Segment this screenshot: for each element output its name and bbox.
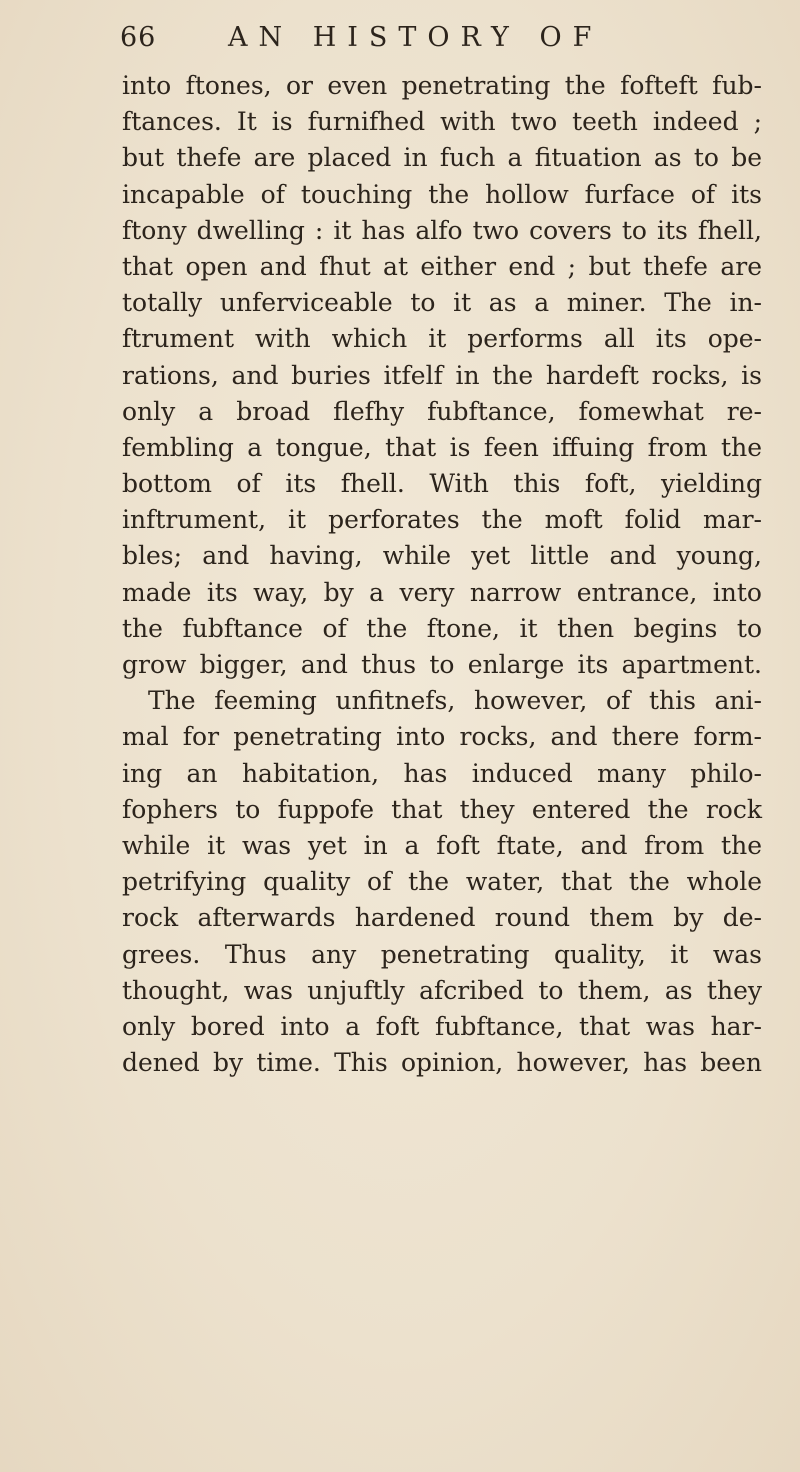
page-number: 66 [120, 22, 157, 53]
text-line: petrifying quality of the water, that the whole [122, 867, 762, 897]
text-line: the fubftance of the ftone, it then begins to [122, 613, 762, 643]
text-line: bles; and having, while yet little and young, [122, 541, 762, 571]
paragraph-start-line: The feeming unfitnefs, however, of this ani- [148, 686, 762, 716]
text-line: totally unferviceable to it as a miner. The in- [122, 288, 762, 318]
text-line: ing an habitation, has induced many philo- [122, 758, 762, 788]
text-line: but thefe are placed in fuch a fituation as to be [122, 143, 762, 173]
text-line: ftrument with which it performs all its ope- [122, 324, 762, 354]
text-line: while it was yet in a foft ftate, and from the [122, 830, 762, 860]
text-line: grees. Thus any penetrating quality, it was [122, 939, 762, 969]
text-line: only a broad flefhy fubftance, fomewhat re- [122, 396, 762, 426]
text-line: incapable of touching the hollow furface of its [122, 179, 762, 209]
body-text [122, 68, 762, 1081]
text-line: grow bigger, and thus to enlarge its apartment. [122, 650, 762, 679]
page-header [120, 18, 760, 68]
text-line: fembling a tongue, that is feen iffuing from the [122, 432, 762, 462]
text-line: into ftones, or even penetrating the fofteft fub- [122, 71, 762, 100]
text-line: ftances. It is furnifhed with two teeth indeed ; [122, 107, 762, 137]
running-head: AN HISTORY OF [228, 22, 603, 53]
text-line: that open and fhut at either end ; but thefe are [122, 251, 762, 281]
text-line: rock afterwards hardened round them by de- [122, 903, 762, 933]
text-line: ftony dwelling : it has alfo two covers to its fhell, [122, 215, 762, 245]
text-line: inftrument, it perforates the moft folid mar- [122, 505, 762, 535]
text-line: fophers to fuppofe that they entered the rock [122, 794, 762, 824]
text-line: thought, was unjuftly afcribed to them, as they [122, 975, 762, 1005]
text-line: bottom of its fhell. With this foft, yielding [122, 469, 762, 499]
text-line: only bored into a foft fubftance, that was har- [122, 1011, 762, 1041]
text-line: mal for penetrating into rocks, and there form- [122, 722, 762, 752]
text-line: dened by time. This opinion, however, has been [122, 1048, 762, 1078]
text-line: made its way, by a very narrow entrance, into [122, 577, 762, 607]
text-line: rations, and buries itfelf in the hardeft rocks, is [122, 360, 762, 390]
